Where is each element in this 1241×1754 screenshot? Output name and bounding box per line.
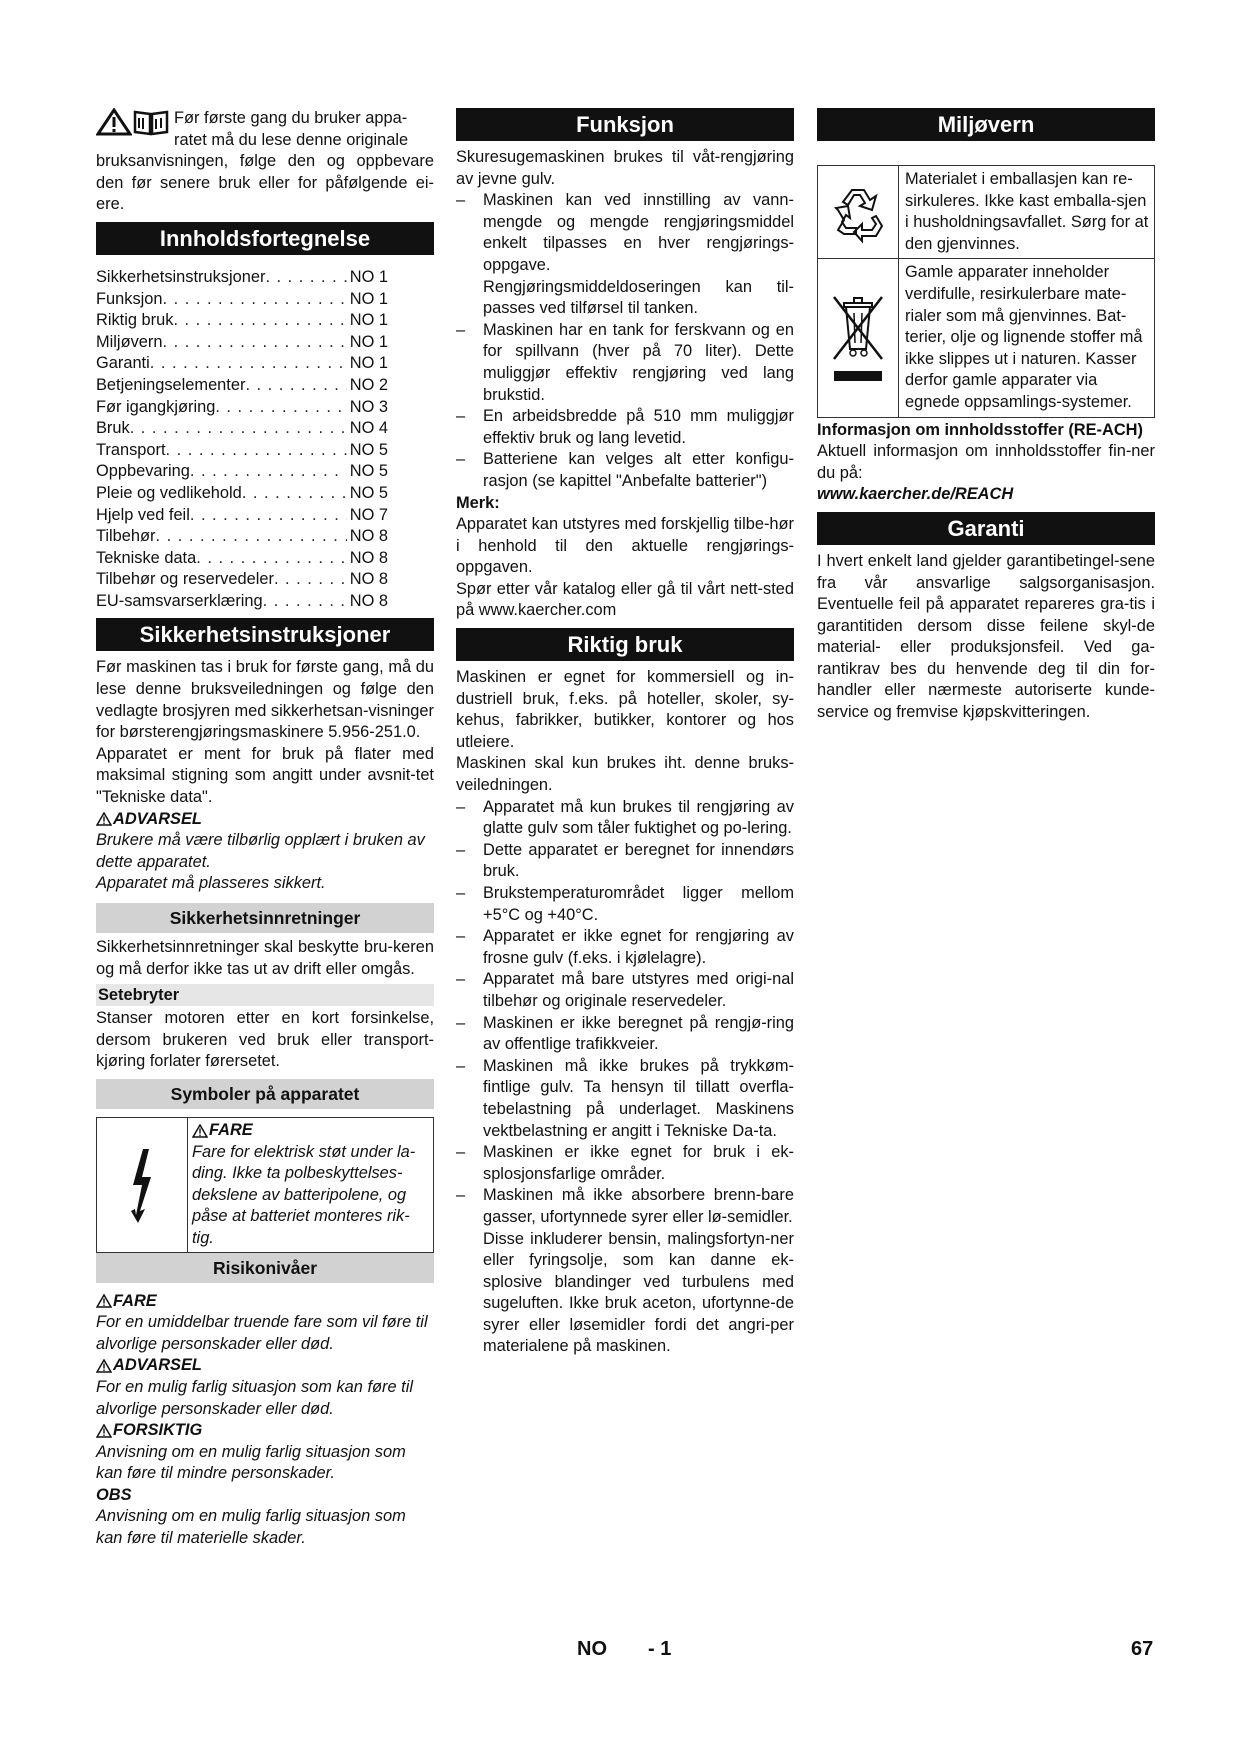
intro-block (96, 108, 434, 151)
safety-heading: Sikkerhetsinstruksjoner (96, 618, 434, 651)
risk-danger-label: FARE (96, 1291, 434, 1313)
intro-text: bruksanvisningen, følge den og oppbevare den før senere bruk eller for påfølgende ei-ere. (96, 152, 434, 214)
toc-item[interactable]: Sikkerhetsinstruksjoner . . . NO 1 (96, 267, 388, 289)
list-item: – Maskinen må ikke absorbere brenn-bare gasser, ufortynnede syrer eller lø-semidler. (456, 1185, 794, 1228)
toc-item[interactable]: Miljøvern . . . NO 1 (96, 332, 388, 354)
note-text-2: Spør etter vår katalog eller gå til vårt nett-sted på www.kaercher.com (456, 579, 794, 620)
electric-shock-icon (127, 1145, 157, 1225)
toc-item[interactable]: Pleie og vedlikehold . . . NO 5 (96, 483, 388, 505)
toc-item[interactable]: Funksjon . . . NO 1 (96, 289, 388, 311)
list-item: – Apparatet må kun brukes til rengjøring av glatte gulv som tåler fuktighet og po-lering. (456, 797, 794, 840)
toc-item[interactable]: Tilbehør . . . NO 8 (96, 526, 388, 548)
footer-language: NO (577, 1638, 607, 1660)
list-item: – Maskinen er ikke beregnet på rengjø-ring av offentlige trafikkveier. (456, 1013, 794, 1056)
risk-warning-text: For en mulig farlig situasjon som kan føre til alvorlige personskader eller død. (96, 1377, 414, 1418)
risk-warning-label: ADVARSEL (96, 1355, 434, 1377)
environment-text-packaging: Materialet i emballasjen kan re-sirkuleres. Ikke kast emballa-sjen i husholdningsavfallet. Sørg for at den gjenvinnes. (905, 170, 1149, 253)
toc-item[interactable]: Bruk . . . NO 4 (96, 418, 388, 440)
intro-line-1: Før første gang du bruker appa- (174, 109, 408, 127)
table-of-contents (96, 267, 434, 613)
symbols-heading: Symboler på apparatet (96, 1079, 434, 1109)
safety-devices-heading: Sikkerhetsinnretninger (96, 903, 434, 933)
list-item: – Dette apparatet er beregnet for innendørs bruk. (456, 840, 794, 883)
warning-text-2: Apparatet må plasseres sikkert. (96, 874, 326, 893)
note-label: Merk: (456, 493, 500, 512)
warning-triangle-icon (96, 812, 112, 826)
toc-item[interactable]: Hjelp ved feil . . . NO 7 (96, 505, 388, 527)
toc-item[interactable]: Før igangkjøring . . . NO 3 (96, 397, 388, 419)
recycle-icon (826, 180, 890, 244)
environment-icon-cell (818, 259, 899, 416)
list-item: Rengjøringsmiddeldoseringen kan til-passes ved tilførsel til tanken. (483, 277, 794, 318)
footer-section-page: - 1 (648, 1638, 672, 1660)
note-text-1: Apparatet kan utstyres med forskjellig tilbe-hør i henhold til den aktuelle rengjørings-oppgaven. (456, 515, 794, 577)
safety-paragraph-1: Før maskinen tas i bruk for første gang, må du lese denne bruksveiledningen og følge den vedlagte brosjyren med sikkerhetsan-visninger for børsterengjøringsmaskinere 5.956-251.0. (96, 658, 434, 742)
environment-heading: Miljøvern (817, 108, 1155, 141)
column-middle (456, 108, 794, 1358)
warning-triangle-icon (192, 1124, 208, 1138)
risk-caution-label: FORSIKTIG (96, 1420, 434, 1442)
environment-table (817, 165, 1155, 418)
toc-item[interactable]: Betjeningselementer . . . NO 2 (96, 375, 388, 397)
seat-switch-text: Stanser motoren etter en kort forsinkelse, dersom brukeren ved bruk eller transport-kjøring forlater førersetet. (96, 1009, 434, 1071)
reach-text: Aktuell informasjon om innholdsstoffer fin-ner du på: (817, 442, 1155, 482)
proper-use-list (456, 797, 794, 1358)
intro-icons (96, 108, 170, 151)
list-item: – Maskinen har en tank for ferskvann og en for spillvann (hver på 70 liter). Dette muliggjør effektiv rengjøring ved lang brukstid. (456, 320, 794, 406)
warranty-text: I hvert enkelt land gjelder garantibetingel-sene fra vår ansvarlige salgsorganisasjon. Eventuelle feil på apparatet repareres gra-tis i garantitiden dersom disse feilene skyl-de material- eller produksjonsfeil. Ved ga-rantikrav bes du henvende deg til din for-handler eller nærmeste autoriserte kunde-service og fremvise kjøpskvitteringen. (817, 551, 1155, 722)
risk-caution-text: Anvisning om en mulig farlig situasjon som kan føre til mindre personskader. (96, 1442, 406, 1483)
toc-item[interactable]: Garanti . . . NO 1 (96, 353, 388, 375)
proper-use-paragraph-2: Maskinen skal kun brukes iht. denne bruks-veiledningen. (456, 754, 794, 795)
toc-item[interactable]: Tekniske data . . . NO 8 (96, 548, 388, 570)
function-intro: Skuresugemaskinen brukes til våt-rengjøring av jevne gulv. (456, 148, 794, 188)
list-item: – Maskinen kan ved innstilling av vann-mengde og mengde rengjøringsmiddel enkelt tilpasses en hver rengjørings-oppgave. (456, 190, 794, 276)
proper-use-paragraph-1: Maskinen er egnet for kommersiell og in-dustriell bruk, f.eks. på hoteller, skoler, sy-kehus, fabrikker, butikker, kontorer og hos utleiere. (456, 668, 794, 751)
reach-link[interactable]: www.kaercher.de/REACH (817, 485, 1014, 504)
toc-heading: Innholdsfortegnelse (96, 222, 434, 255)
warranty-heading: Garanti (817, 512, 1155, 545)
list-item: – En arbeidsbredde på 510 mm muliggjør effektiv bruk og lang levetid. (456, 406, 794, 449)
environment-text-weee: Gamle apparater inneholder verdifulle, resirkulerbare mate-rialer som må gjenvinnes. Bat-terier, olje og lignende stoffer må ikke slippes ut i naturen. Kasser derfor gamle apparater via egnede oppsamlings-systemer. (905, 263, 1143, 411)
list-item: – Maskinen er ikke egnet for bruk i ek-splosjonsfarlige områder. (456, 1142, 794, 1185)
intro-line-2: ratet må du lese denne originale (174, 130, 409, 149)
symbol-text: Fare for elektrisk støt under la-ding. Ikke ta polbeskyttelses-dekslene av batteripolene, og påse at batteriet monteres rik-tig. (192, 1142, 416, 1247)
toc-item[interactable]: Oppbevaring . . . NO 5 (96, 461, 388, 483)
warning-label: ADVARSEL (96, 809, 434, 831)
obs-label: OBS (96, 1485, 132, 1504)
warning-triangle-icon (96, 108, 132, 136)
proper-use-heading: Riktig bruk (456, 628, 794, 661)
warning-triangle-icon (96, 1424, 112, 1438)
toc-item[interactable]: EU-samsvarserklæring . . . NO 8 (96, 591, 388, 613)
toc-item[interactable]: Tilbehør og reservedeler . . . NO 8 (96, 569, 388, 591)
manual-book-icon (132, 108, 170, 136)
symbol-table (96, 1117, 434, 1253)
column-right (817, 108, 1155, 724)
warning-triangle-icon (96, 1359, 112, 1373)
danger-label: FARE (192, 1120, 431, 1142)
crossed-bin-icon (826, 291, 890, 385)
reach-heading: Informasjon om innholdsstoffer (RE-ACH) (817, 420, 1143, 439)
list-item: – Apparatet er ikke egnet for rengjøring av frosne gulv (f.eks. i kjølelagre). (456, 926, 794, 969)
symbol-icon-cell (97, 1118, 188, 1252)
toc-item[interactable]: Transport . . . NO 5 (96, 440, 388, 462)
list-item: – Maskinen må ikke brukes på trykkøm-fintlige gulv. Ta hensyn til tillatt overfla-tebelastning på underlaget. Maskinens vektbelastning er angitt i Tekniske Da-ta. (456, 1056, 794, 1142)
seat-switch-heading: Setebryter (96, 984, 434, 1006)
list-item: – Batteriene kan velges alt etter konfigu-rasjon (se kapittel "Anbefalte batterier") (456, 449, 794, 492)
safety-paragraph-2: Apparatet er ment for bruk på flater med maksimal stigning som angitt under avsnit-tet "Tekniske data". (96, 744, 434, 807)
column-left (96, 108, 434, 1550)
safety-devices-text: Sikkerhetsinnretninger skal beskytte bru-keren og må derfor ikke tas ut av drift eller omgås. (96, 938, 434, 978)
environment-row-packaging (818, 166, 1154, 258)
function-list (456, 190, 794, 492)
list-item: Disse inkluderer bensin, malingsfortyn-ner eller fyringsolje, som kan danne ek-splosive blandinger ved turbulens med sugeluften. Ikke bruk aceton, ufortynne-de syrer eller løsemidler fordi det angri-per materialene på maskinen. (483, 1229, 794, 1356)
toc-item[interactable]: Riktig bruk . . . NO 1 (96, 310, 388, 332)
warning-text-1: Brukere må være tilbørlig opplært i bruken av dette apparatet. (96, 831, 425, 871)
risk-levels-heading: Risikonivåer (96, 1253, 434, 1283)
footer-page-number: 67 (1131, 1638, 1154, 1660)
list-item: – Apparatet må bare utstyres med origi-nal tilbehør og originale reservedeler. (456, 969, 794, 1012)
symbol-text-cell (188, 1118, 433, 1252)
warning-triangle-icon (96, 1294, 112, 1308)
function-heading: Funksjon (456, 108, 794, 141)
list-item: – Brukstemperaturområdet ligger mellom +5°C og +40°C. (456, 883, 794, 926)
environment-row-weee (818, 258, 1154, 416)
risk-danger-text: For en umiddelbar truende fare som vil føre til alvorlige personskader eller død. (96, 1313, 428, 1353)
environment-icon-cell (818, 166, 899, 258)
obs-text: Anvisning om en mulig farlig situasjon som kan føre til materielle skader. (96, 1507, 406, 1548)
